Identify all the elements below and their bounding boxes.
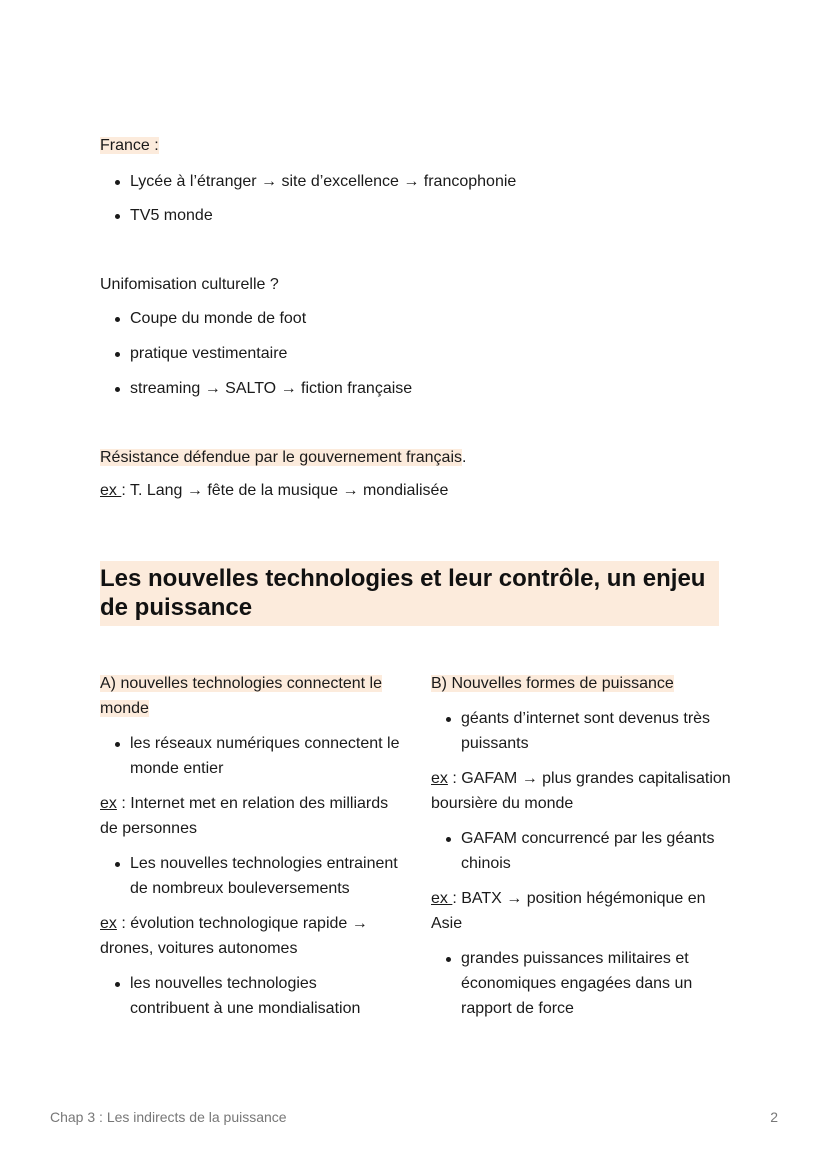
- list-item: Lycée à l’étranger → site d’excellence → francophonie: [100, 169, 516, 194]
- column-a-heading: A) nouvelles technologies connectent le monde: [100, 675, 382, 717]
- list-item: TV5 monde: [100, 203, 516, 228]
- ex-marker: ex: [431, 890, 453, 907]
- resistance-label: [100, 448, 466, 468]
- column-a-example-2: [100, 911, 400, 961]
- column-b: [431, 671, 731, 1031]
- column-b-example-1-text: : GAFAM → plus grandes capitalisation boursière du monde: [431, 770, 731, 812]
- column-a-example-1: [100, 791, 400, 841]
- column-b-list-3: [431, 946, 731, 1021]
- list-item: les réseaux numériques connectent le monde entier: [100, 731, 400, 781]
- column-b-example-2-text: : BATX → position hégémonique en Asie: [431, 890, 706, 932]
- france-label-highlight: France :: [100, 137, 159, 154]
- column-a-list-2: [100, 851, 400, 901]
- column-b-example-1: [431, 766, 731, 816]
- ex-marker: ex: [431, 770, 448, 787]
- list-item: grandes puissances militaires et économiques engagées dans un rapport de force: [431, 946, 731, 1021]
- list-item: Les nouvelles technologies entrainent de nombreux bouleversements: [100, 851, 400, 901]
- list-item: pratique vestimentaire: [100, 341, 412, 366]
- resistance-example: [100, 481, 448, 501]
- column-b-example-2: [431, 886, 731, 936]
- footer-chapter: Chap 3 : Les indirects de la puissance: [50, 1109, 287, 1125]
- ex-marker: ex: [100, 482, 122, 499]
- resistance-example-text: : T. Lang → fête de la musique → mondialisée: [121, 482, 449, 499]
- ex-marker: ex: [100, 795, 117, 812]
- list-item: GAFAM concurrencé par les géants chinois: [431, 826, 731, 876]
- uniformisation-label: Unifomisation culturelle ?: [100, 276, 279, 293]
- section-title: Les nouvelles technologies et leur contrôle, un enjeu de puissance: [100, 561, 719, 626]
- resistance-period: .: [462, 449, 467, 466]
- column-b-list-2: [431, 826, 731, 876]
- resistance-label-highlight: Résistance défendue par le gouvernement français: [100, 449, 462, 466]
- column-a: [100, 671, 400, 1031]
- column-a-list-1: [100, 731, 400, 781]
- column-b-list-1: [431, 706, 731, 756]
- ex-marker: ex: [100, 915, 117, 932]
- column-a-example-2-text: : évolution technologique rapide → drones, voitures autonomes: [100, 915, 368, 957]
- uniformisation-list: [100, 306, 412, 401]
- list-item: Coupe du monde de foot: [100, 306, 412, 331]
- column-b-heading: B) Nouvelles formes de puissance: [431, 675, 674, 692]
- column-a-list-3: [100, 971, 400, 1021]
- list-item: les nouvelles technologies contribuent à une mondialisation: [100, 971, 400, 1021]
- list-item: streaming → SALTO → fiction française: [100, 376, 412, 401]
- france-label: [100, 136, 159, 156]
- footer-page-number: 2: [770, 1109, 778, 1125]
- list-item: géants d’internet sont devenus très puissants: [431, 706, 731, 756]
- column-a-example-1-text: : Internet met en relation des milliards de personnes: [100, 795, 389, 837]
- france-list: [100, 169, 516, 228]
